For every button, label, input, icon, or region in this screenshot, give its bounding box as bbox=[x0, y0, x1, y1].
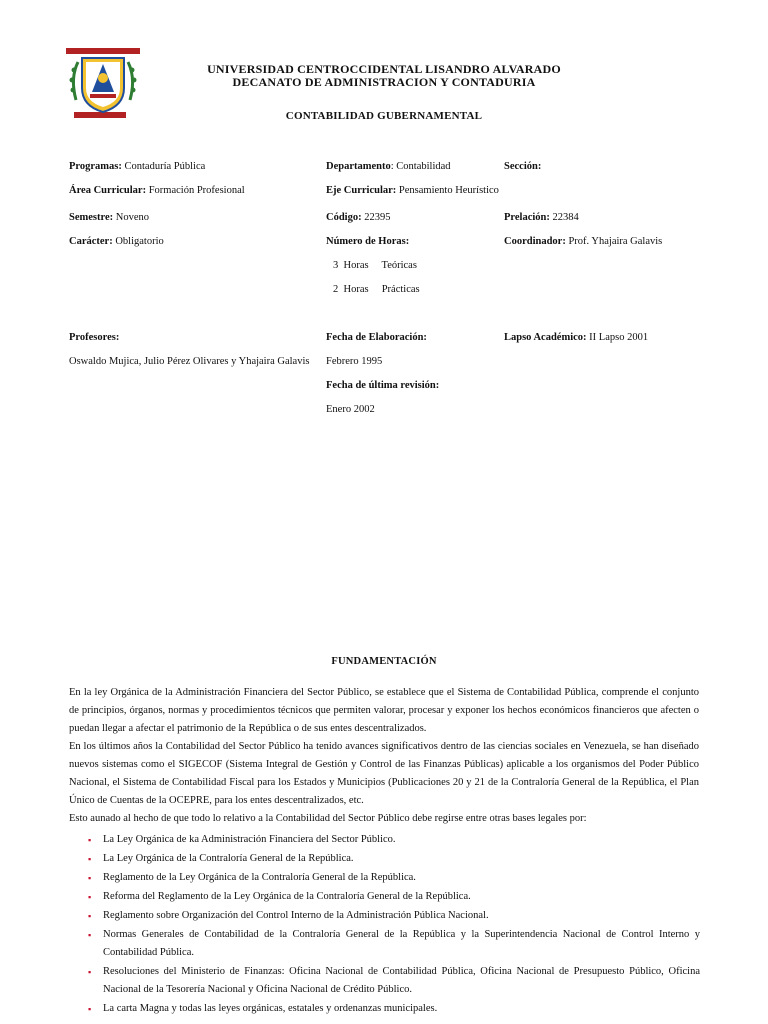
elaboracion-label: Fecha de Elaboración: bbox=[326, 332, 427, 343]
codigo-field: Código: 22395 bbox=[326, 212, 391, 223]
elaboracion-value: Febrero 1995 bbox=[326, 356, 383, 367]
prelacion-field: Prelación: 22384 bbox=[504, 212, 579, 223]
list-item: ▪ Normas Generales de Contabilidad de la Contraloría General de la República y la Superintendencia Nacional de Control Interno y Contabilidad Pública. bbox=[88, 926, 700, 962]
bullet-icon: ▪ bbox=[88, 873, 92, 883]
list-item: ▪ La Ley Orgánica de ka Administración Financiera del Sector Público. bbox=[88, 831, 700, 849]
seccion-label: Sección: bbox=[504, 161, 542, 172]
bullet-icon: ▪ bbox=[88, 835, 92, 845]
revision-value: Enero 2002 bbox=[326, 404, 375, 415]
paragraph-3: Esto aunado al hecho de que todo lo relativo a la Contabilidad del Sector Público debe regirse entre otras bases legales por: bbox=[69, 813, 587, 824]
bullet-icon: ▪ bbox=[88, 930, 92, 940]
bullet-icon: ▪ bbox=[88, 1004, 92, 1014]
list-item: ▪ Resoluciones del Ministerio de Finanzas: Oficina Nacional de Contabilidad Pública, Oficina Nacional de Presupuesto Público, Oficina Nacional de la Tesorería Nacional y Oficina Nacional de Crédito Público. bbox=[88, 963, 700, 999]
fundamentacion-body bbox=[69, 684, 699, 828]
paragraph-2: En los últimos años la Contabilidad del Sector Público ha tenido avances significativos dentro de las ciencias sociales en Venezuela, se han diseñado nuevos sistemas como el SIGECOF (Sistema Integral de Gestión y Control de las Finanzas Públicas) aplicable a los organismos del Poder Público Nacional, el Sistema de Contabilidad Fiscal para los Estados y Municipios (Publicaciones 20 y 21 de la Contraloría General de la República, el Plan Único de Cuentas de la OCEPRE, para los entes descentralizados, etc. bbox=[69, 741, 699, 806]
eje-field: Eje Curricular: Pensamiento Heurístico bbox=[326, 185, 499, 196]
paragraph-1: En la ley Orgánica de la Administración Financiera del Sector Público, se establece que el Sistema de Contabilidad Pública, comprende el conjunto de principios, órganos, normas y procedimientos técnicos que permiten valorar, procesar y exponer los hechos económicos financieros que afecten o puedan llegar a afectar el patrimonio de la República o de sus entes descentralizados. bbox=[69, 687, 699, 734]
course-title: CONTABILIDAD GUBERNAMENTAL bbox=[285, 110, 483, 122]
university-name: UNIVERSIDAD CENTROCCIDENTAL LISANDRO ALVARADO bbox=[207, 62, 561, 76]
list-item: ▪ Reforma del Reglamento de la Ley Orgánica de la Contraloría General de la República. bbox=[88, 888, 700, 906]
horas-practicas: 2 Horas Prácticas bbox=[333, 284, 420, 295]
departamento-field: Departamento: Contabilidad bbox=[326, 161, 451, 172]
deanery-name: DECANATO DE ADMINISTRACION Y CONTADURIA bbox=[232, 75, 536, 89]
bullet-icon: ▪ bbox=[88, 892, 92, 902]
legal-bases-list bbox=[88, 831, 700, 1019]
list-item: ▪ Reglamento sobre Organización del Control Interno de la Administración Pública Nacional. bbox=[88, 907, 700, 925]
bullet-icon: ▪ bbox=[88, 911, 92, 921]
bullet-icon: ▪ bbox=[88, 967, 92, 977]
semestre-field: Semestre: Noveno bbox=[69, 212, 149, 223]
area-field: Área Curricular: Formación Profesional bbox=[69, 185, 245, 196]
profesores-label: Profesores: bbox=[69, 332, 120, 343]
list-item: ▪ Reglamento de la Ley Orgánica de la Contraloría General de la República. bbox=[88, 869, 700, 887]
fundamentacion-title: FUNDAMENTACIÓN bbox=[331, 656, 437, 667]
revision-label: Fecha de última revisión: bbox=[326, 380, 440, 391]
horas-teoricas: 3 Horas Teóricas bbox=[333, 260, 417, 271]
caracter-field: Carácter: Obligatorio bbox=[69, 236, 164, 247]
horas-label: Número de Horas: bbox=[326, 236, 410, 247]
profesores-value: Oswaldo Mujica, Julio Pérez Olivares y Yhajaira Galavis bbox=[69, 356, 310, 367]
programas-field: Programas: Contaduría Pública bbox=[69, 161, 206, 172]
list-item: ▪ La Ley Orgánica de la Contraloría General de la República. bbox=[88, 850, 700, 868]
coordinador-field: Coordinador: Prof. Yhajaira Galavis bbox=[504, 236, 663, 247]
bullet-icon: ▪ bbox=[88, 854, 92, 864]
lapso-field: Lapso Académico: II Lapso 2001 bbox=[504, 332, 649, 343]
list-item: ▪ La carta Magna y todas las leyes orgánicas, estatales y ordenanzas municipales. bbox=[88, 1000, 700, 1018]
